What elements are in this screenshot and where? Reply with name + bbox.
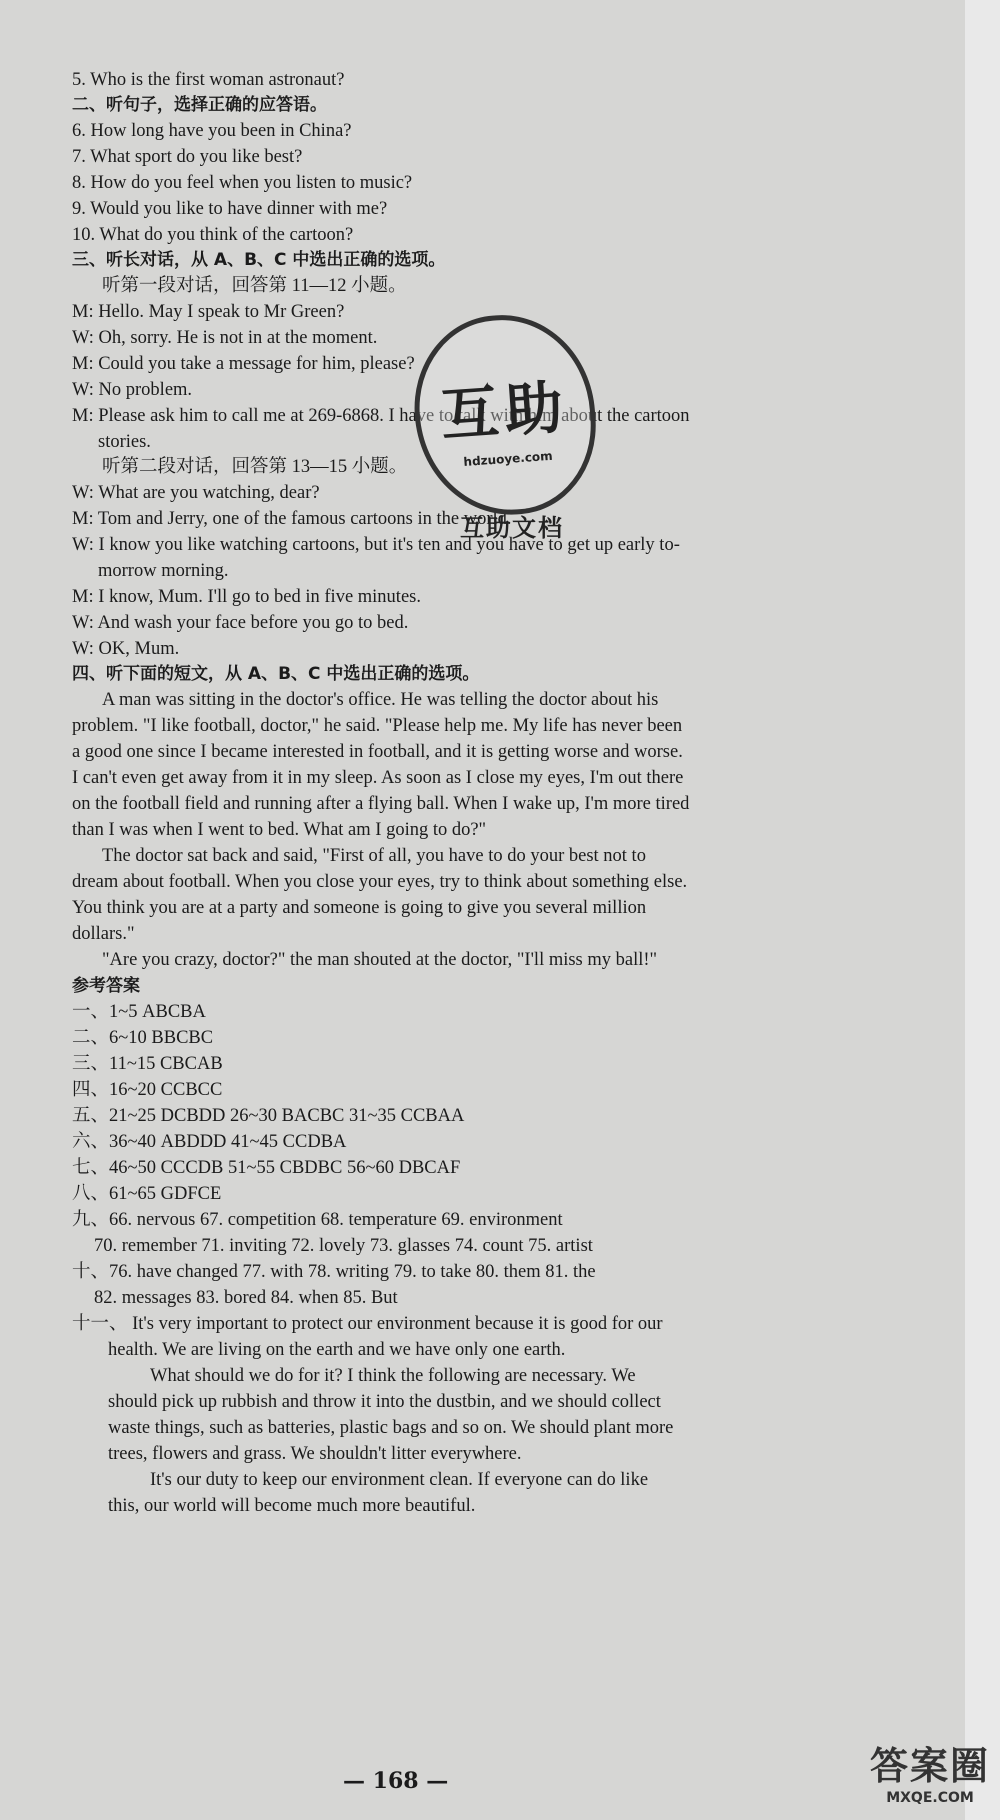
question-line: 6. How long have you been in China? [72,121,352,141]
dialogue-line: W: OK, Mum. [72,639,180,659]
dialogue-line: W: I know you like watching cartoons, but it's ten and you have to get up early to- [72,535,680,555]
essay-line: should pick up rubbish and throw it into the dustbin, and we should collect [108,1392,661,1412]
stamp-title: 互助 [438,372,571,450]
section-heading: 二、听句子，选择正确的应答语。 [72,95,327,115]
instruction-line: 听第一段对话，回答第 11—12 小题。 [102,276,407,296]
passage-line: than I was when I went to bed. What am I going to do?" [72,820,487,840]
question-line: 7. What sport do you like best? [72,147,303,167]
essay-line: 十一、 It's very important to protect our environment because it is good for our [72,1314,663,1334]
instruction-line: 听第二段对话，回答第 13—15 小题。 [102,457,408,477]
passage-line: problem. "I like football, doctor," he said. "Please help me. My life has never been [72,716,683,736]
answers-heading: 参考答案 [72,976,140,996]
passage-line: dream about football. When you close your eyes, try to think about something else. [72,872,688,892]
passage-line: a good one since I became interested in football, and it is getting worse and worse. [72,742,683,762]
answer-line: 九、66. nervous 67. competition 68. temperature 69. environment [72,1210,563,1230]
answer-line: 一、1~5 ABCBA [72,1002,206,1022]
essay-line: health. We are living on the earth and we have only one earth. [108,1340,566,1360]
passage-line: on the football field and running after a flying ball. When I wake up, I'm more tired [72,794,690,814]
stamp-url: hdzuoye.com [463,448,554,469]
question-line: 5. Who is the first woman astronaut? [72,70,345,90]
dialogue-line: stories. [98,432,151,452]
answer-line: 七、46~50 CCCDB 51~55 CBDBC 56~60 DBCAF [72,1158,461,1178]
section-heading: 三、听长对话，从 A、B、C 中选出正确的选项。 [72,250,446,270]
passage-line: I can't even get away from it in my sleep. As soon as I close my eyes, I'm out there [72,768,684,788]
passage-line: dollars." [72,924,135,944]
dialogue-line: M: Tom and Jerry, one of the famous cartoons in the world. [72,509,512,529]
question-line: 8. How do you feel when you listen to music? [72,173,413,193]
page-edge [965,0,1000,1820]
dialogue-line: M: Hello. May I speak to Mr Green? [72,302,345,322]
dialogue-line: M: I know, Mum. I'll go to bed in five minutes. [72,587,421,607]
answer-line: 二、6~10 BBCBC [72,1028,214,1048]
answer-line: 三、11~15 CBCAB [72,1054,223,1074]
dialogue-line: morrow morning. [98,561,229,581]
question-line: 9. Would you like to have dinner with me? [72,199,388,219]
answer-line: 70. remember 71. inviting 72. lovely 73. glasses 74. count 75. artist [94,1236,593,1256]
corner-watermark-url: MXQE.COM [886,1790,974,1806]
watermark-stamp [408,309,602,521]
answer-line: 82. messages 83. bored 84. when 85. But [94,1288,398,1308]
passage-line: "Are you crazy, doctor?" the man shouted at the doctor, "I'll miss my ball!" [102,950,658,970]
page-number: — 168 — [343,1768,449,1794]
answer-line: 十、76. have changed 77. with 78. writing 79. to take 80. them 81. the [72,1262,596,1282]
dialogue-line: M: Could you take a message for him, please? [72,354,415,374]
essay-line: What should we do for it? I think the following are necessary. We [150,1366,636,1386]
passage-line: You think you are at a party and someone is going to give you several million [72,898,647,918]
essay-line: this, our world will become much more beautiful. [108,1496,476,1516]
answer-line: 六、36~40 ABDDD 41~45 CCDBA [72,1132,347,1152]
passage-line: The doctor sat back and said, "First of all, you have to do your best not to [102,846,646,866]
essay-line: waste things, such as batteries, plastic bags and so on. We should plant more [108,1418,674,1438]
question-line: 10. What do you think of the cartoon? [72,225,354,245]
answer-line: 八、61~65 GDFCE [72,1184,222,1204]
essay-line: It's our duty to keep our environment clean. If everyone can do like [150,1470,649,1490]
dialogue-line: W: And wash your face before you go to bed. [72,613,409,633]
answer-line: 四、16~20 CCBCC [72,1080,223,1100]
dialogue-line: W: What are you watching, dear? [72,483,320,503]
essay-line: trees, flowers and grass. We shouldn't litter everywhere. [108,1444,522,1464]
dialogue-line: W: No problem. [72,380,193,400]
corner-watermark-title: 答案圈 [869,1744,990,1788]
stamp-caption: 互助文档 [460,514,564,542]
answer-line: 五、21~25 DCBDD 26~30 BACBC 31~35 CCBAA [72,1106,465,1126]
dialogue-line: M: Please ask him to call me at 269-6868. I have to talk with him about the cartoon [72,406,690,426]
section-heading: 四、听下面的短文，从 A、B、C 中选出正确的选项。 [72,664,480,684]
dialogue-line: W: Oh, sorry. He is not in at the moment. [72,328,378,348]
passage-line: A man was sitting in the doctor's office. He was telling the doctor about his [102,690,659,710]
corner-watermark [865,1735,995,1815]
